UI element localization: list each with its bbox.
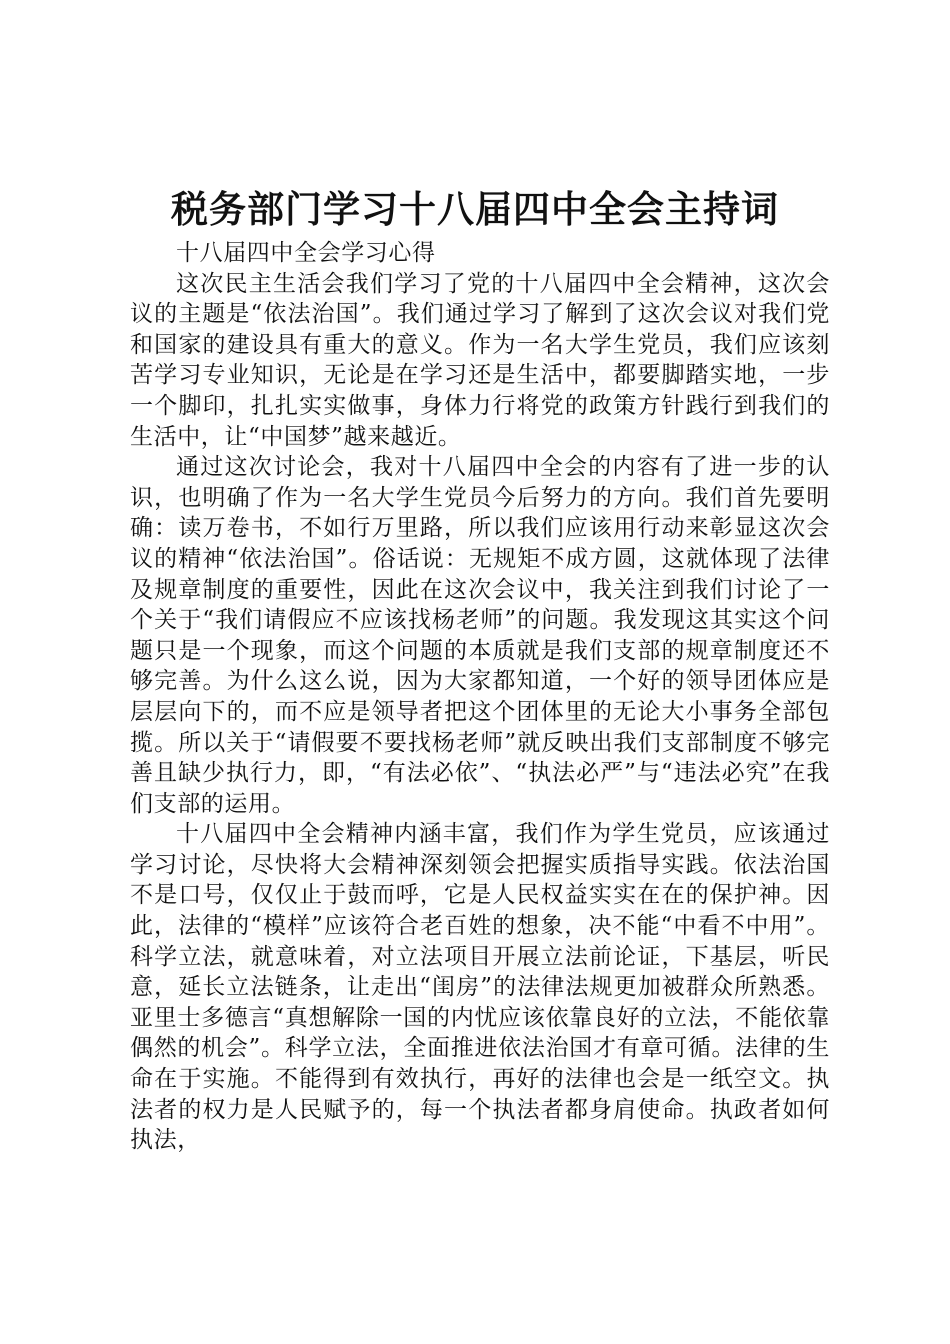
subtitle-line: 十八届四中全会学习心得 <box>176 240 436 266</box>
document-title: 税务部门学习十八届四中全会主持词 <box>171 187 779 231</box>
paragraph-3: 十八届四中全会精神内涵丰富，我们作为学生党员，应该通过学习讨论，尽快将大会精神深刻领会把握实质指导实践。依法治国不是口号，仅仅止于鼓而呼，它是人民权益实实在在的保护神。因此，法律的“模样”应该符合老百姓的想象，决不能“中看不中用”。科学立法，就意味着，对立法项目开展立法前论证，下基层，听民意，延长立法链条，让走出“闺房”的法律法规更加被群众所熟悉。亚里士多德言“真想解除一国的内忧应该依靠良好的立法，不能依靠偶然的机会”。科学立法，全面推进依法治国才有章可循。法律的生命在于实施。不能得到有效执行，再好的法律也会是一纸空文。执法者的权力是人民赋予的，每一个执法者都身肩使命。执政者如何执法， <box>130 821 830 1154</box>
paragraph-1: 这次民主生活会我们学习了党的十八届四中全会精神，这次会议的主题是“依法治国”。我们通过学习了解到了这次会议对我们党和国家的建设具有重大的意义。作为一名大学生党员，我们应该刻苦学习专业知识，无论是在学习还是生活中，都要脚踏实地，一步一个脚印，扎扎实实做事，身体力行将党的政策方针践行到我们的生活中，让“中国梦”越来越近。 <box>130 270 830 450</box>
paragraph-2: 通过这次讨论会，我对十八届四中全会的内容有了进一步的认识，也明确了作为一名大学生党员今后努力的方向。我们首先要明确：读万卷书，不如行万里路，所以我们应该用行动来彰显这次会议的精神“依法治国”。俗话说：无规矩不成方圆，这就体现了法律及规章制度的重要性，因此在这次会议中，我关注到我们讨论了一个关于“我们请假应不应该找杨老师”的问题。我发现这其实这个问题只是一个现象，而这个问题的本质就是我们支部的规章制度还不够完善。为什么这么说，因为大家都知道，一个好的领导团体应是层层向下的，而不应是领导者把这个团体里的无论大小事务全部包揽。所以关于“请假要不要找杨老师”就反映出我们支部制度不够完善且缺少执行力，即，“有法必依”、“执法必严”与“违法必究”在我们支部的运用。 <box>130 454 830 817</box>
document-body <box>130 238 830 1156</box>
